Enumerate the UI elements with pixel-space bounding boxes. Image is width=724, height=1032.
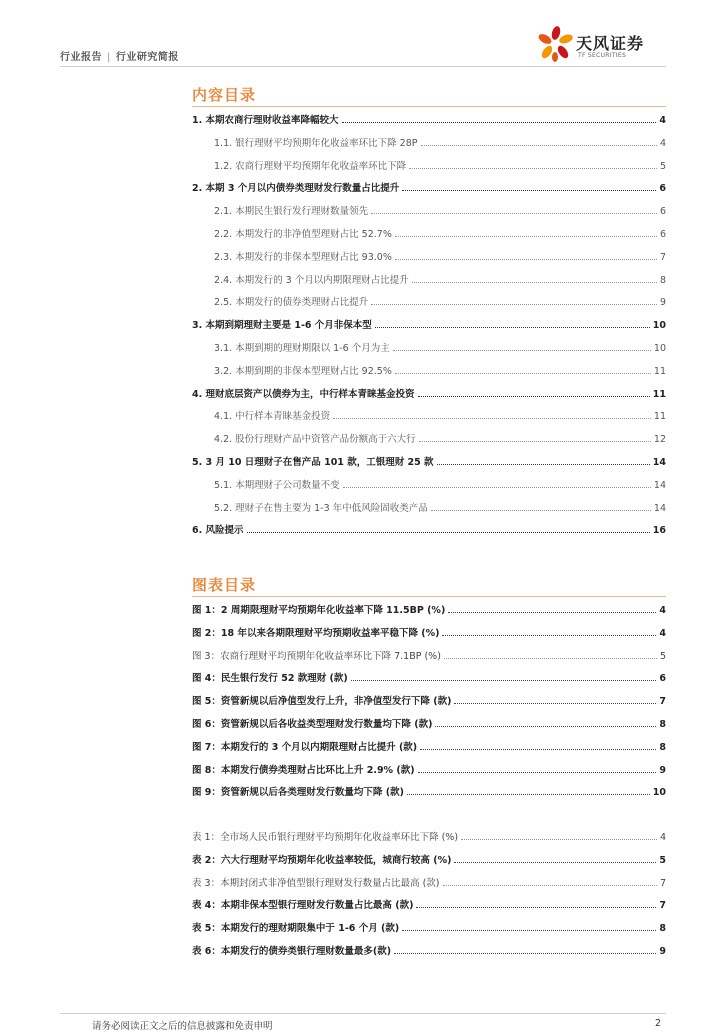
entry-page-number: 4 — [659, 115, 666, 126]
entry-page-number: 4 — [659, 832, 666, 843]
toc-entry[interactable] — [214, 272, 666, 286]
toc-entry[interactable] — [214, 249, 666, 263]
company-logo — [536, 24, 666, 64]
toc-entry[interactable] — [192, 317, 666, 331]
toc-entry[interactable] — [192, 829, 666, 843]
entry-title: 2. 本期 3 个月以内债券类理财发行数量占比提升 — [192, 183, 400, 195]
entry-page-number: 9 — [659, 297, 666, 309]
flower-logo-icon — [536, 24, 574, 64]
toc-entry[interactable] — [192, 454, 666, 468]
figures-title: 图表目录 — [192, 576, 257, 594]
subcategory-label: 行业研究简报 — [115, 52, 179, 63]
entry-page-number: 8 — [659, 274, 666, 286]
entry-page-number: 6 — [659, 183, 666, 195]
entry-title: 2.1. 本期民生银行发行理财数量领先 — [214, 206, 369, 218]
entry-title: 4. 理财底层资产以债券为主，中行样本青睐基金投资 — [192, 388, 415, 400]
entry-title: 3.2. 本期到期的非保本型理财占比 92.5% — [214, 365, 392, 377]
report-category — [60, 48, 179, 63]
entry-title: 图 4：民生银行发行 52 款理财 (款) — [192, 673, 348, 685]
entry-page-number: 7 — [659, 900, 666, 912]
toc-entry[interactable] — [214, 408, 666, 422]
entry-title: 2.3. 本期发行的非保本型理财占比 93.0% — [214, 251, 392, 263]
toc-entry[interactable] — [214, 203, 666, 217]
dot-leader — [375, 326, 650, 328]
toc-entry[interactable] — [214, 226, 666, 240]
entry-page-number: 4 — [659, 605, 666, 616]
toc-entry[interactable] — [192, 920, 666, 934]
dot-leader — [351, 679, 657, 681]
toc-entry[interactable] — [192, 648, 666, 662]
entry-page-number: 10 — [652, 787, 666, 799]
footer-divider — [60, 1013, 666, 1014]
entry-title: 图 3：农商行理财平均预期年化收益率环比下降 7.1BP (%) — [192, 650, 441, 662]
entry-title: 图 2：18 年以来各期限理财平均预期收益率平稳下降 (%) — [192, 627, 440, 639]
entry-title: 表 3：本期封闭式非净值型银行理财发行数量占比最高 (款) — [192, 877, 440, 889]
entry-title: 图 1：2 周期限理财平均预期年化收益率下降 11.5BP (%) — [192, 605, 446, 616]
entry-page-number: 5 — [659, 650, 666, 662]
dot-leader — [448, 611, 656, 613]
page-number: 2 — [655, 1018, 662, 1029]
toc-entry[interactable] — [192, 522, 666, 536]
entry-title: 表 4：本期非保本型银行理财发行数量占比最高 (款) — [192, 900, 414, 912]
entry-page-number: 10 — [653, 343, 666, 354]
entry-title: 图 9：资管新规以后各类理财发行数量均下降 (款) — [192, 787, 404, 799]
dot-leader — [409, 167, 657, 169]
toc-title: 内容目录 — [192, 86, 257, 104]
dot-leader — [454, 861, 656, 863]
entry-title: 1.2. 农商行理财平均预期年化收益率环比下降 — [214, 160, 407, 172]
toc-entry[interactable] — [192, 693, 666, 707]
dot-leader — [407, 793, 650, 795]
entry-page-number: 9 — [659, 764, 666, 776]
entry-page-number: 11 — [653, 411, 666, 423]
entry-page-number: 7 — [659, 877, 666, 889]
dot-leader — [247, 531, 650, 533]
entry-title: 2.5. 本期发行的债券类理财占比提升 — [214, 297, 369, 309]
entry-page-number: 9 — [659, 946, 666, 957]
entry-title: 5.1. 本期理财子公司数量不变 — [214, 479, 340, 491]
entry-page-number: 16 — [652, 525, 666, 537]
entry-page-number: 7 — [659, 251, 666, 263]
toc-title-rule — [192, 106, 666, 107]
dot-leader — [454, 702, 656, 704]
entry-page-number: 6 — [659, 229, 666, 240]
logo-name: 天风证券 — [576, 34, 645, 53]
toc-entry[interactable] — [192, 897, 666, 911]
figures-title-rule — [192, 596, 666, 597]
dot-leader — [412, 281, 657, 283]
entry-page-number: 8 — [659, 719, 666, 730]
entry-title: 表 2：六大行理财平均预期年化收益率较低，城商行较高 (%) — [192, 854, 452, 866]
entry-title: 表 5：本期发行的理财期限集中于 1-6 个月 (款) — [192, 923, 400, 935]
entry-page-number: 4 — [659, 137, 666, 149]
dot-leader — [420, 748, 656, 750]
entry-title: 2.4. 本期发行的 3 个月以内期限理财占比提升 — [214, 274, 409, 286]
header-separator: | — [107, 52, 111, 63]
dot-leader — [342, 121, 657, 123]
header-divider — [60, 66, 666, 67]
dot-leader — [418, 395, 650, 397]
dot-leader — [416, 906, 656, 908]
entry-page-number: 8 — [659, 923, 666, 935]
toc-entry[interactable] — [192, 875, 666, 889]
entry-title: 1. 本期农商行理财收益率降幅较大 — [192, 115, 339, 126]
entry-page-number: 6 — [659, 206, 666, 218]
dot-leader — [418, 771, 657, 773]
toc-entry[interactable] — [192, 716, 666, 730]
dot-leader — [402, 189, 656, 191]
toc-entry[interactable] — [214, 135, 666, 149]
entry-page-number: 6 — [659, 673, 666, 685]
entry-page-number: 10 — [652, 320, 666, 332]
dot-leader — [343, 486, 651, 488]
toc-entry[interactable] — [192, 386, 666, 400]
entry-title: 图 5：资管新规以后净值型发行上升，非净值型发行下降 (款) — [192, 696, 452, 708]
entry-page-number: 5 — [659, 854, 666, 866]
disclaimer-link[interactable]: 请务必阅读正文之后的信息披露和免责申明 — [92, 1021, 273, 1032]
dot-leader — [437, 463, 650, 465]
entry-title: 表 6：本期发行的债券类银行理财数量最多(款) — [192, 946, 392, 957]
dot-leader — [421, 144, 657, 146]
entry-page-number: 8 — [659, 741, 666, 753]
entry-title: 5.2. 理财子在售主要为 1-3 年中低风险固收类产品 — [214, 502, 428, 514]
toc-entry[interactable] — [192, 784, 666, 798]
toc-entry[interactable] — [192, 852, 666, 866]
entry-page-number: 7 — [659, 696, 666, 708]
entry-page-number: 5 — [659, 160, 666, 172]
entry-title: 5. 3 月 10 日理财子在售产品 101 款，工银理财 25 款 — [192, 457, 434, 468]
entry-page-number: 11 — [653, 365, 666, 377]
page-header — [60, 34, 666, 66]
dot-leader — [435, 725, 656, 727]
entry-page-number: 11 — [652, 388, 666, 400]
dot-leader — [371, 303, 657, 305]
entry-title: 4.1. 中行样本青睐基金投资 — [214, 411, 331, 423]
entry-title: 图 6：资管新规以后各收益类型理财发行数量均下降 (款) — [192, 719, 433, 730]
entry-page-number: 14 — [652, 457, 666, 468]
entry-title: 2.2. 本期发行的非净值型理财占比 52.7% — [214, 229, 392, 240]
toc-entry[interactable] — [192, 670, 666, 684]
toc-entry[interactable] — [192, 762, 666, 776]
dot-leader — [371, 212, 657, 214]
dot-leader — [419, 440, 651, 442]
entry-title: 3. 本期到期理财主要是 1-6 个月非保本型 — [192, 320, 372, 332]
dot-leader — [444, 657, 657, 659]
entry-title: 1.1. 银行理财平均预期年化收益率环比下降 28P — [214, 137, 418, 149]
toc-entry[interactable] — [192, 943, 666, 957]
dot-leader — [393, 349, 651, 351]
dot-leader — [461, 838, 657, 840]
entry-title: 图 7：本期发行的 3 个月以内期限理财占比提升 (款) — [192, 741, 418, 753]
toc-entry[interactable] — [192, 180, 666, 194]
dot-leader — [394, 952, 656, 954]
toc-entry[interactable] — [214, 500, 666, 514]
dot-leader — [442, 634, 656, 636]
toc-entry[interactable] — [214, 477, 666, 491]
toc-entry[interactable] — [192, 739, 666, 753]
logo-subtitle: TF SECURITIES — [578, 52, 627, 59]
dot-leader — [333, 417, 651, 419]
toc-entry[interactable] — [214, 363, 666, 377]
entry-page-number: 14 — [653, 502, 666, 514]
toc-entry[interactable] — [214, 158, 666, 172]
entry-title: 3.1. 本期到期的理财期限以 1-6 个月为主 — [214, 343, 390, 354]
toc-entry[interactable] — [192, 112, 666, 126]
dot-leader — [395, 258, 657, 260]
entry-page-number: 14 — [653, 479, 666, 491]
dot-leader — [431, 509, 651, 511]
toc-entry[interactable] — [192, 602, 666, 616]
toc-entry[interactable] — [214, 340, 666, 354]
entry-title: 表 1：全市场人民币银行理财平均预期年化收益率环比下降 (%) — [192, 832, 459, 843]
category-label: 行业报告 — [60, 52, 102, 63]
entry-page-number: 12 — [653, 434, 666, 446]
toc-entry[interactable] — [214, 294, 666, 308]
entry-title: 图 8：本期发行债券类理财占比环比上升 2.9% (款) — [192, 764, 415, 776]
entry-page-number: 4 — [659, 627, 666, 639]
entry-title: 6. 风险提示 — [192, 525, 244, 537]
dot-leader — [402, 929, 656, 931]
dot-leader — [443, 884, 657, 886]
toc-entry[interactable] — [214, 431, 666, 445]
dot-leader — [395, 372, 651, 374]
dot-leader — [395, 235, 657, 237]
toc-entry[interactable] — [192, 625, 666, 639]
entry-title: 4.2. 股份行理财产品中资管产品份额高于六大行 — [214, 434, 416, 446]
